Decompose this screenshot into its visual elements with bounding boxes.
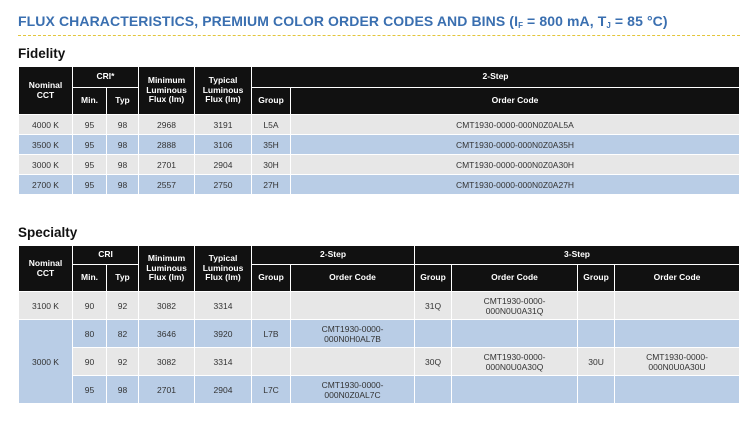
group-cell: 27H: [252, 175, 291, 195]
group-3step-cell: [578, 292, 615, 320]
typ-flux-cell: 2904: [195, 155, 252, 175]
table-row: [19, 115, 740, 135]
cri-typ-cell: 98: [107, 155, 139, 175]
order-code-2step-cell: [291, 320, 415, 348]
cri-typ-cell: 98: [107, 175, 139, 195]
cct-cell: 2700 K: [19, 175, 73, 195]
group-2step-cell: [252, 348, 291, 376]
order-code-line: CMT1930-0000-: [483, 295, 546, 306]
order-code-2step-cell: [291, 376, 415, 404]
group-2step-cell: L7B: [252, 320, 291, 348]
group-2step-cell: [252, 292, 291, 320]
specialty-table: [18, 245, 740, 404]
header-3-step: 3-Step: [415, 246, 740, 265]
page-title: [18, 13, 668, 30]
order-code-line: 000N0Z0AL7C: [324, 389, 381, 400]
order-code-line: 000N0H0AL7B: [324, 333, 381, 344]
typ-flux-cell: 3314: [195, 348, 252, 376]
header-2-step: 2-Step: [252, 67, 740, 88]
group-3step-cell: [578, 376, 615, 404]
page-title-end: = 85 °C): [610, 13, 668, 29]
cri-min-cell: 95: [73, 376, 107, 404]
min-flux-cell: 3646: [139, 320, 195, 348]
cri-typ-cell: 92: [107, 348, 139, 376]
order-code-3step-cell: [452, 376, 578, 404]
typ-flux-cell: 3920: [195, 320, 252, 348]
group-cell: L5A: [252, 115, 291, 135]
cri-typ-cell: 98: [107, 115, 139, 135]
typ-flux-cell: 3106: [195, 135, 252, 155]
cri-min-cell: 95: [73, 155, 107, 175]
min-flux-cell: 3082: [139, 348, 195, 376]
header-typ-flux: Typical Luminous Flux (lm): [195, 246, 252, 292]
min-flux-cell: 3082: [139, 292, 195, 320]
page-title-main: FLUX CHARACTERISTICS, PREMIUM COLOR ORDER CODES AND BINS (I: [18, 13, 519, 29]
header-typ-flux: Typical Luminous Flux (lm): [195, 67, 252, 115]
cct-cell: 3100 K: [19, 292, 73, 320]
cri-min-cell: 80: [73, 320, 107, 348]
fidelity-section-title: Fidelity: [18, 46, 66, 61]
group-2step-cell: L7C: [252, 376, 291, 404]
header-2-step: 2-Step: [252, 246, 415, 265]
typ-flux-cell: 2904: [195, 376, 252, 404]
order-code-line: CMT1930-0000-: [646, 351, 708, 362]
table-row: [19, 376, 740, 404]
cri-min-cell: 90: [73, 348, 107, 376]
typ-flux-cell: 3191: [195, 115, 252, 135]
typ-flux-cell: 2750: [195, 175, 252, 195]
group-3step-cell: [415, 320, 452, 348]
header-cri-min: Min.: [73, 265, 107, 292]
min-flux-cell: 2557: [139, 175, 195, 195]
min-flux-cell: 2888: [139, 135, 195, 155]
fidelity-table: [18, 66, 740, 195]
header-cri-typ: Typ: [107, 88, 139, 115]
min-flux-cell: 2701: [139, 155, 195, 175]
table-row: [19, 320, 740, 348]
order-code-line: 000N0U0A31Q: [485, 305, 544, 316]
cct-cell: 3500 K: [19, 135, 73, 155]
header-cri-min: Min.: [73, 88, 107, 115]
order-code-3step-cell: [615, 348, 740, 376]
header-order-code: Order Code: [291, 265, 415, 292]
header-min-flux: Minimum Luminous Flux (lm): [139, 246, 195, 292]
min-flux-cell: 2701: [139, 376, 195, 404]
order-code-2step-cell: [291, 292, 415, 320]
group-cell: 30H: [252, 155, 291, 175]
order-code-cell: CMT1930-0000-000N0Z0A30H: [291, 155, 740, 175]
typ-flux-cell: 3314: [195, 292, 252, 320]
group-3step-cell: 30U: [578, 348, 615, 376]
order-code-cell: CMT1930-0000-000N0Z0A27H: [291, 175, 740, 195]
table-row: [19, 175, 740, 195]
cri-min-cell: 90: [73, 292, 107, 320]
header-cri-typ: Typ: [107, 265, 139, 292]
order-code-cell: CMT1930-0000-000N0Z0A35H: [291, 135, 740, 155]
order-code-line: CMT1930-0000-: [483, 351, 546, 362]
cri-min-cell: 95: [73, 175, 107, 195]
table-row: [19, 135, 740, 155]
title-divider: [18, 35, 740, 36]
header-group: Group: [252, 88, 291, 115]
order-code-3step-cell: [452, 320, 578, 348]
cri-min-cell: 95: [73, 135, 107, 155]
order-code-line: CMT1930-0000-: [321, 379, 384, 390]
specialty-section-title: Specialty: [18, 225, 78, 240]
order-code-line: 000N0U0A30Q: [485, 361, 544, 372]
header-order-code: Order Code: [452, 265, 578, 292]
header-min-flux: Minimum Luminous Flux (lm): [139, 67, 195, 115]
cri-typ-cell: 98: [107, 376, 139, 404]
page-title-sub-j: J: [606, 21, 611, 30]
order-code-3step-cell: [615, 292, 740, 320]
table-row: [19, 348, 740, 376]
min-flux-cell: 2968: [139, 115, 195, 135]
order-code-3step-cell: [452, 348, 578, 376]
cri-typ-cell: 92: [107, 292, 139, 320]
order-code-2step-cell: [291, 348, 415, 376]
header-group: Group: [252, 265, 291, 292]
header-cri: CRI: [73, 246, 139, 265]
group-3step-cell: [415, 376, 452, 404]
table-row: [19, 155, 740, 175]
header-order-code: Order Code: [615, 265, 740, 292]
header-nominal-cct: Nominal CCT: [19, 246, 73, 292]
cri-typ-cell: 82: [107, 320, 139, 348]
page-title-sub-f: F: [518, 21, 524, 30]
header-order-code: Order Code: [291, 88, 740, 115]
group-3step-cell: [578, 320, 615, 348]
order-code-cell: CMT1930-0000-000N0Z0AL5A: [291, 115, 740, 135]
page-title-mid: = 800 mA, T: [523, 13, 607, 29]
order-code-3step-cell: [452, 292, 578, 320]
cri-min-cell: 95: [73, 115, 107, 135]
cct-cell: 3000 K: [19, 320, 73, 404]
cri-typ-cell: 98: [107, 135, 139, 155]
table-row: [19, 292, 740, 320]
order-code-3step-cell: [615, 376, 740, 404]
header-group: Group: [415, 265, 452, 292]
group-3step-cell: 31Q: [415, 292, 452, 320]
group-3step-cell: 30Q: [415, 348, 452, 376]
header-cri: CRI*: [73, 67, 139, 88]
header-group: Group: [578, 265, 615, 292]
cct-cell: 4000 K: [19, 115, 73, 135]
cct-cell: 3000 K: [19, 155, 73, 175]
group-cell: 35H: [252, 135, 291, 155]
order-code-line: CMT1930-0000-: [321, 323, 384, 334]
order-code-line: 000N0U0A30U: [648, 361, 706, 372]
header-nominal-cct: Nominal CCT: [19, 67, 73, 115]
order-code-3step-cell: [615, 320, 740, 348]
